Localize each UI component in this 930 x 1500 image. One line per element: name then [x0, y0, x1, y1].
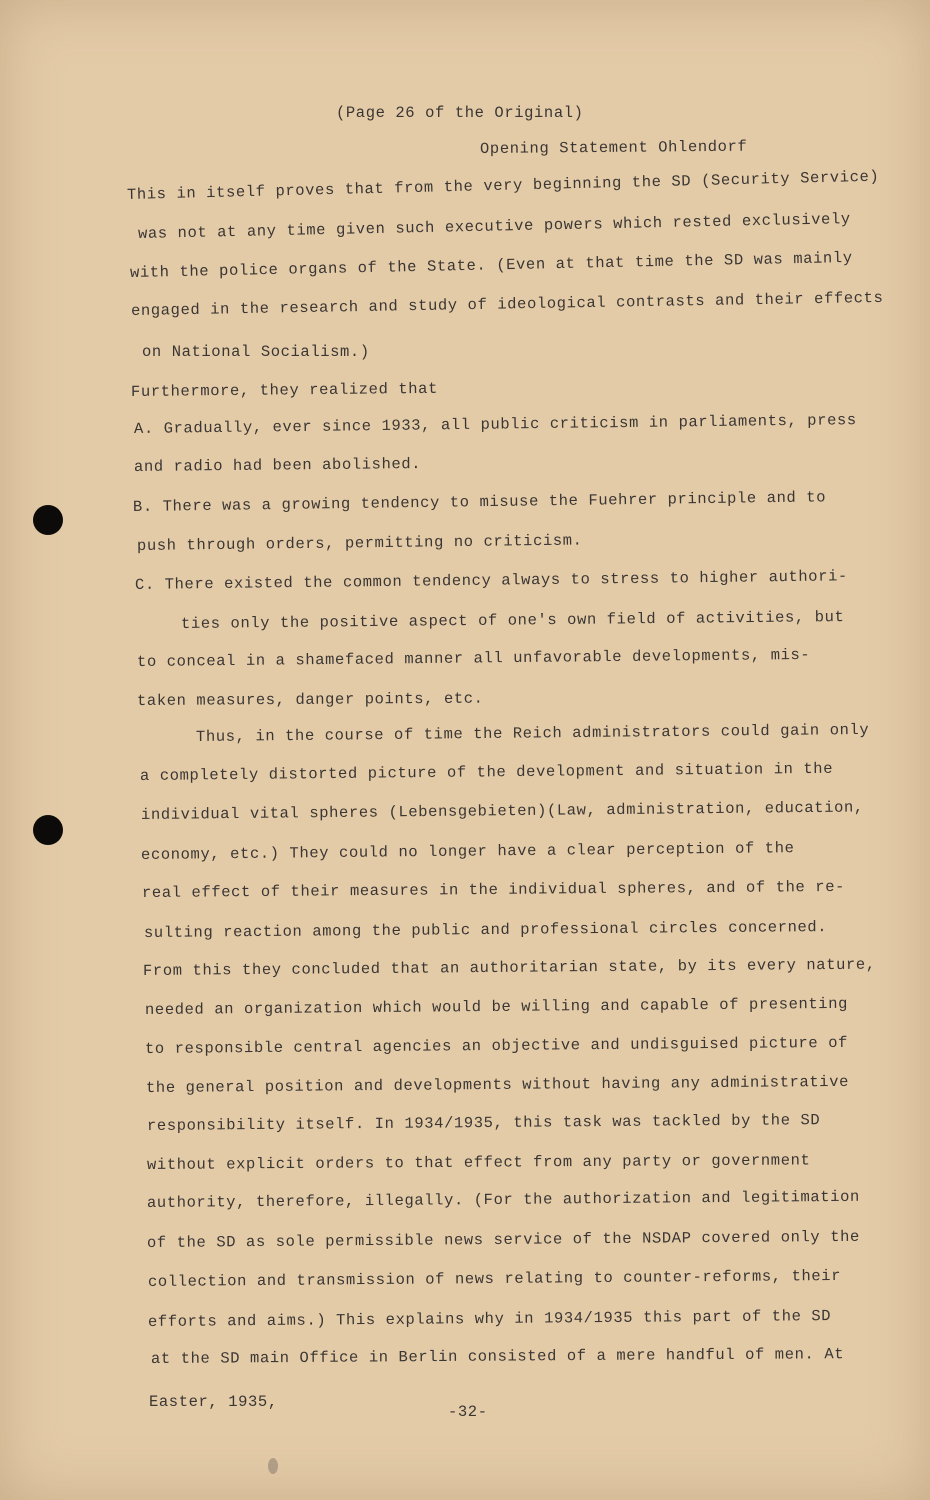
body-line: and radio had been abolished.	[133, 454, 422, 476]
body-line: This in itself proves that from the very beginning the SD (Security Service)	[126, 167, 880, 204]
body-line: to conceal in a shamefaced manner all unfavorable developments, mis-	[136, 645, 811, 671]
page-reference: (Page 26 of the Original)	[336, 104, 584, 122]
punch-hole-top	[33, 505, 63, 535]
body-line: without explicit orders to that effect from any party or government	[146, 1151, 811, 1174]
punch-hole-bottom	[33, 815, 63, 845]
body-line: the general position and developments without having any administrative	[145, 1072, 850, 1097]
body-line: engaged in the research and study of ideological contrasts and their effects	[130, 288, 884, 320]
body-line: Thus, in the course of time the Reich administrators could gain only	[195, 720, 870, 746]
body-line: collection and transmission of news relating to counter-reforms, their	[147, 1266, 842, 1291]
body-line: C. There existed the common tendency always to stress to higher authori-	[134, 567, 848, 594]
body-line: ties only the positive aspect of one's own field of activities, but	[180, 608, 845, 633]
body-line: responsibility itself. In 1934/1935, this task was tackled by the SD	[146, 1111, 821, 1135]
body-line: individual vital spheres (Lebensgebieten)(Law, administration, education,	[140, 798, 864, 824]
body-line: efforts and aims.) This explains why in 1934/1935 this part of the SD	[147, 1307, 832, 1331]
body-line: authority, therefore, illegally. (For the authorization and legitimation	[146, 1187, 860, 1212]
body-line: economy, etc.) They could no longer have a clear perception of the	[140, 839, 795, 864]
body-line: A. Gradually, ever since 1933, all public criticism in parliaments, press	[133, 411, 857, 438]
body-line: at the SD main Office in Berlin consisted of a mere handful of men. At	[150, 1345, 845, 1368]
body-line: on National Socialism.)	[142, 343, 370, 361]
body-line: Furthermore, they realized that	[130, 379, 439, 401]
document-subtitle: Opening Statement Ohlendorf	[479, 137, 748, 158]
body-line: Easter, 1935,	[149, 1393, 278, 1411]
body-line: sulting reaction among the public and professional circles concerned.	[143, 918, 828, 942]
body-line: of the SD as sole permissible news service of the NSDAP covered only the	[146, 1227, 860, 1252]
body-line: a completely distorted picture of the development and situation in the	[139, 759, 834, 785]
body-line: with the police organs of the State. (Even at that time the SD was mainly	[129, 248, 853, 282]
body-line: B. There was a growing tendency to misuse the Fuehrer principle and to	[132, 488, 827, 516]
body-line: real effect of their measures in the individual spheres, and of the re-	[141, 877, 846, 902]
body-line: needed an organization which would be willing and capable of presenting	[144, 994, 849, 1019]
body-line: was not at any time given such executive powers which rested exclusively	[137, 210, 851, 243]
body-line: push through orders, permitting no criticism.	[136, 531, 583, 555]
body-line: to responsible central agencies an objective and undisguised picture of	[144, 1033, 849, 1058]
page-number: -32-	[448, 1403, 488, 1421]
body-line: From this they concluded that an authoritarian state, by its every nature,	[142, 955, 876, 980]
smudge-mark	[268, 1458, 278, 1474]
body-line: taken measures, danger points, etc.	[136, 689, 484, 710]
